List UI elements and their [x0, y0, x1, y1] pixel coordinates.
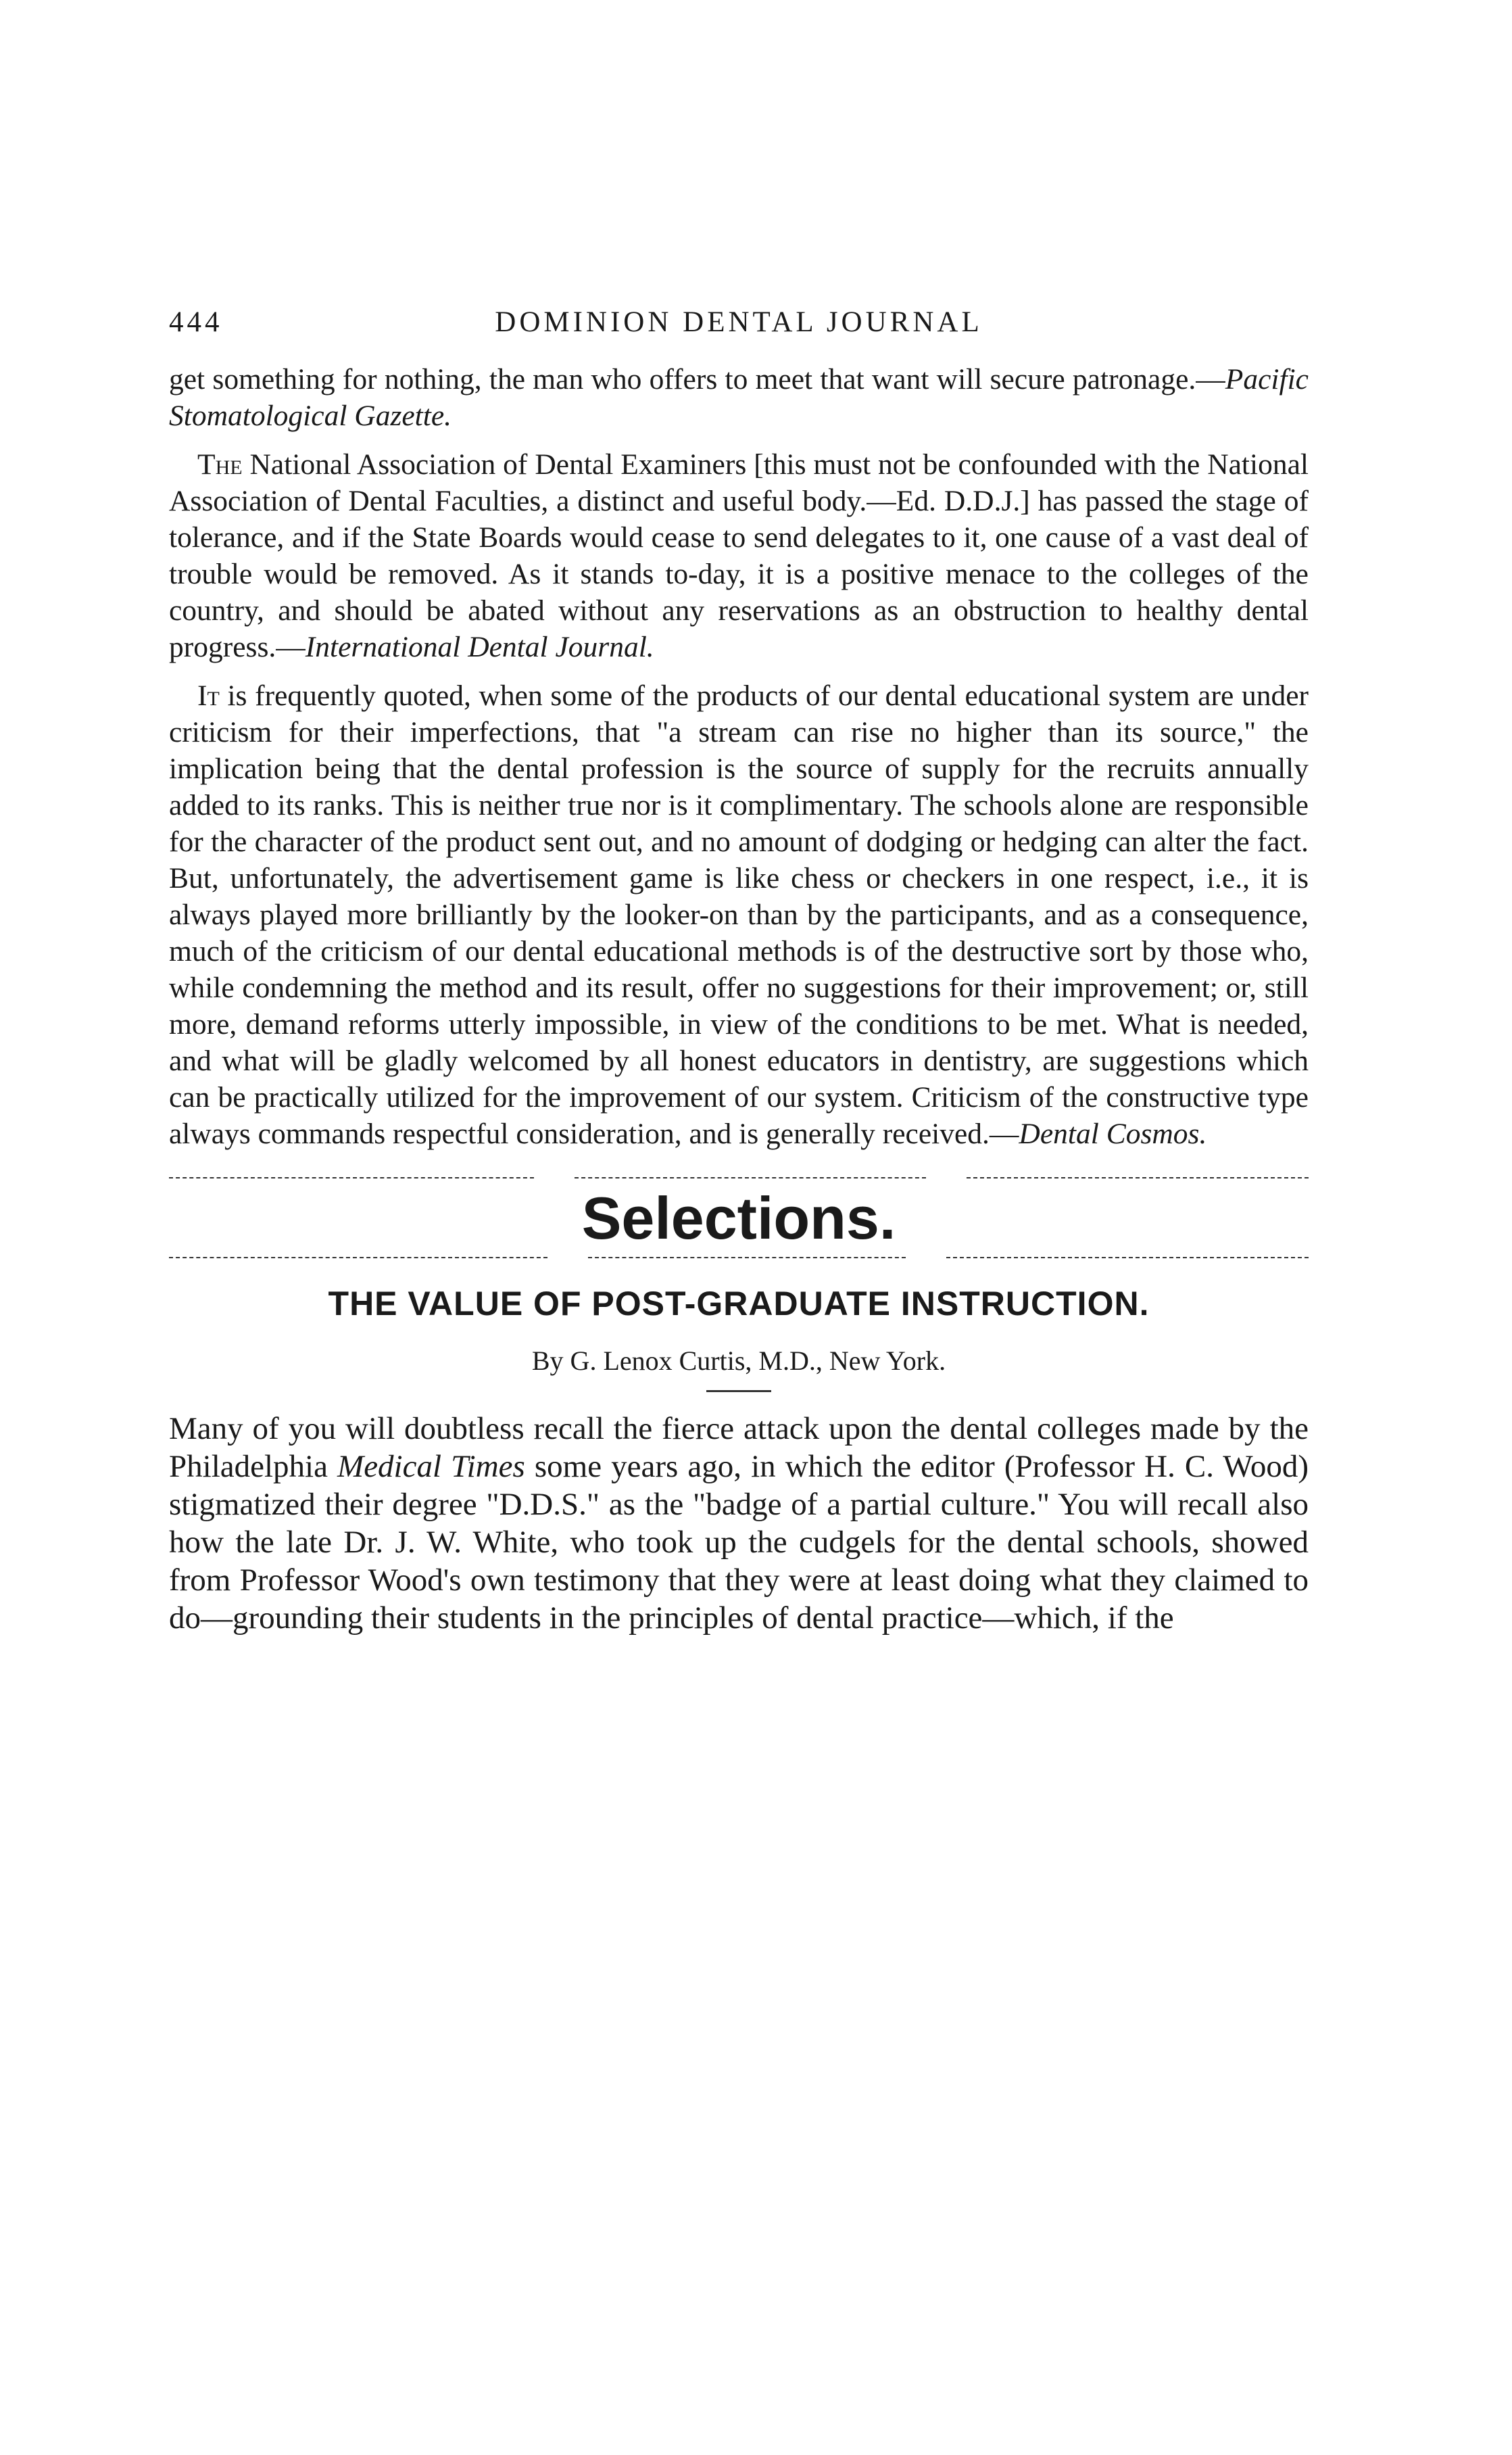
- paragraph-education: [169, 677, 1309, 1152]
- divider-rule: [575, 1177, 926, 1178]
- divider-rule: [169, 1177, 534, 1178]
- paragraph-text: get something for nothing, the man who offers to meet that want will secure patronage.—: [169, 363, 1225, 396]
- section-divider-bottom: [169, 1255, 1309, 1260]
- source-citation: Pacific Stomatological Gazette.: [169, 363, 1309, 432]
- paragraph-examiners: [169, 446, 1309, 665]
- paragraph-lead: It: [197, 680, 220, 712]
- section-heading: Selections.: [581, 1185, 896, 1252]
- article-body: [169, 1410, 1309, 1637]
- source-citation: Dental Cosmos.: [1019, 1118, 1207, 1150]
- publication-name: Medical Times: [337, 1449, 525, 1484]
- section-divider-top: [169, 1175, 1309, 1181]
- paragraph-text: is frequently quoted, when some of the products of our dental educational system are under criticism for their imperfections, that "a stream can rise no higher than its source," the implication being that the dental profession is the source of supply for the recruits annually added to its ranks. This is neither true nor is it complimentary. The schools alone are responsible for the character of the product sent out, and no amount of dodging or hedging can alter the fact. But, unfortunately, the advertisement game is like chess or checkers in one respect, i.e., it is always played more brilliantly by the looker-on than by the participants, and as a consequence, much of the criticism of our dental educational methods is of the destructive sort by those who, while condemning the method and its result, offer no suggestions for their improvement; or, still more, demand reforms utterly impossible, in view of the conditions to be met. What is needed, and what will be gladly welcomed by all honest educators in dentistry, are suggestions which can be practically utilized for the improvement of our system. Criticism of the constructive type always commands respectful consideration, and is generally received.—: [169, 680, 1309, 1150]
- paragraph-text: National Association of Dental Examiners [this must not be confounded with the National Association of Dental Faculties, a distinct and useful body.—Ed. D.D.J.] has passed the stage of tolerance, and if the State Boards would cease to send delegates to it, one cause of a vast deal of trouble would be removed. As it stands to-day, it is a positive menace to the colleges of the country, and should be abated without any reservations as an obstruction to healthy dental progress.—: [169, 448, 1309, 663]
- divider-rule: [588, 1257, 906, 1258]
- journal-page: [169, 306, 1309, 1637]
- divider-rule: [946, 1257, 1309, 1258]
- article-body-text: some years ago, in which the editor (Professor H. C. Wood) stigmatized their degree "D.D.S." as the "badge of a partial culture." You will recall also how the late Dr. J. W. White, who took up the cudgels for the dental schools, showed from Professor Wood's own testimony that they were at least doing what they claimed to do—grounding their students in the principles of dental practice—which, if the: [169, 1449, 1309, 1636]
- page-number: 444: [169, 306, 223, 338]
- running-head: [169, 306, 1309, 346]
- article-byline: By G. Lenox Curtis, M.D., New York.: [531, 1345, 946, 1376]
- divider-rule: [169, 1257, 547, 1258]
- journal-title: DOMINION DENTAL JOURNAL: [495, 306, 983, 338]
- source-citation: International Dental Journal.: [305, 631, 654, 663]
- article-body-text: Many of you will doubtless recall the fierce attack upon the dental colleges made by the Philadelphia: [169, 1411, 1309, 1484]
- article-title: THE VALUE OF POST-GRADUATE INSTRUCTION.: [328, 1285, 1150, 1322]
- byline-rule: [706, 1390, 771, 1392]
- divider-rule: [967, 1177, 1309, 1178]
- paragraph-continued: [169, 361, 1309, 434]
- paragraph-lead: The: [197, 448, 243, 481]
